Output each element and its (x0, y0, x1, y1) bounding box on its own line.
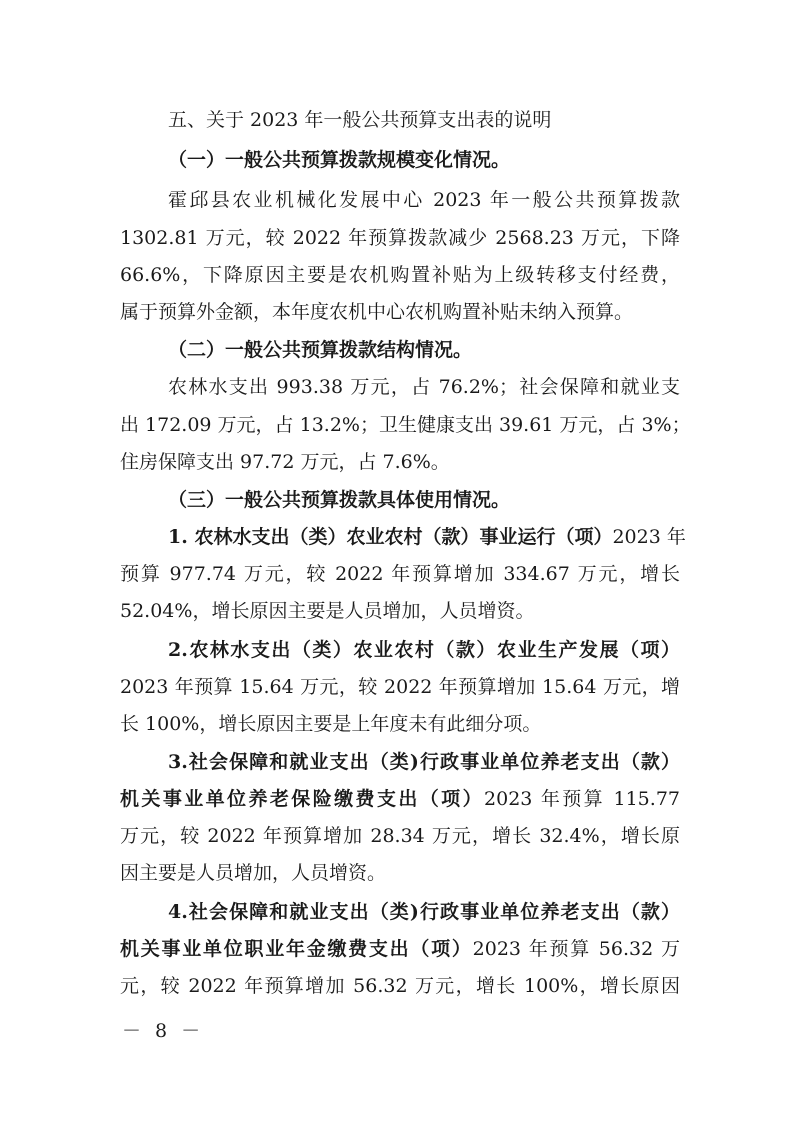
item-3-title-rest: 2023 年预算 115.77 (484, 788, 680, 810)
item-3-line-4: 因主要是人员增加，人员增资。 (120, 862, 387, 884)
item-4-line-2 (120, 935, 680, 963)
item-4-title-rest: 2023 年预算 56.32 万 (472, 938, 680, 960)
section-title: 五、关于 2023 年一般公共预算支出表的说明 (168, 109, 552, 131)
paragraph-1-line-2: 1302.81 万元，较 2022 年预算拨款减少 2568.23 万元，下降 (120, 227, 680, 249)
item-3-line-3: 万元，较 2022 年预算增加 28.34 万元，增长 32.4%，增长原 (120, 825, 680, 847)
item-3-title-line-2: 机关事业单位养老保险缴费支出（项） (120, 788, 485, 810)
page-number: － 8 － (122, 1020, 205, 1042)
item-1-line-1 (168, 523, 686, 551)
item-4-line-3: 元，较 2022 年预算增加 56.32 万元，增长 100%，增长原因 (120, 975, 680, 997)
paragraph-1-line-1: 霍邱县农业机械化发展中心 2023 年一般公共预算拨款 (168, 189, 680, 211)
item-2-line-2: 2023 年预算 15.64 万元，较 2022 年预算增加 15.64 万元，增 (120, 676, 680, 698)
item-4-title-line-1: 4.社会保障和就业支出（类)行政事业单位养老支出（款） (168, 901, 680, 923)
item-1-title: 1. 农林水支出（类）农业农村（款）事业运行（项） (168, 526, 613, 548)
paragraph-2-line-2: 出 172.09 万元，占 13.2%；卫生健康支出 39.61 万元，占 3%； (120, 414, 691, 436)
item-1-title-rest: 2023 年 (612, 526, 686, 548)
item-3-title-line-1: 3.社会保障和就业支出（类)行政事业单位养老支出（款） (168, 751, 680, 773)
item-3-line-2 (120, 785, 680, 813)
item-1-line-3: 52.04%，增长原因主要是人员增加，人员增资。 (120, 600, 535, 622)
item-2-line-3: 长 100%，增长原因主要是上年度未有此细分项。 (120, 713, 542, 735)
paragraph-1-line-3: 66.6%，下降原因主要是农机购置补贴为上级转移支付经费， (120, 264, 680, 286)
subsection-2-heading: （二）一般公共预算拨款结构情况。 (168, 339, 473, 361)
paragraph-2-line-3: 住房保障支出 97.72 万元，占 7.6%。 (120, 451, 450, 473)
item-4-title-line-2: 机关事业单位职业年金缴费支出（项） (120, 938, 473, 960)
item-2-title: 2.农林水支出（类）农业农村（款）农业生产发展（项） (168, 639, 680, 661)
paragraph-2-line-1: 农林水支出 993.38 万元，占 76.2%；社会保障和就业支 (168, 376, 680, 398)
subsection-1-heading: （一）一般公共预算拨款规模变化情况。 (168, 149, 511, 171)
subsection-3-heading: （三）一般公共预算拨款具体使用情况。 (168, 489, 511, 511)
item-1-line-2: 预算 977.74 万元，较 2022 年预算增加 334.67 万元，增长 (120, 563, 680, 585)
paragraph-1-line-4: 属于预算外金额，本年度农机中心农机购置补贴未纳入预算。 (120, 301, 634, 323)
